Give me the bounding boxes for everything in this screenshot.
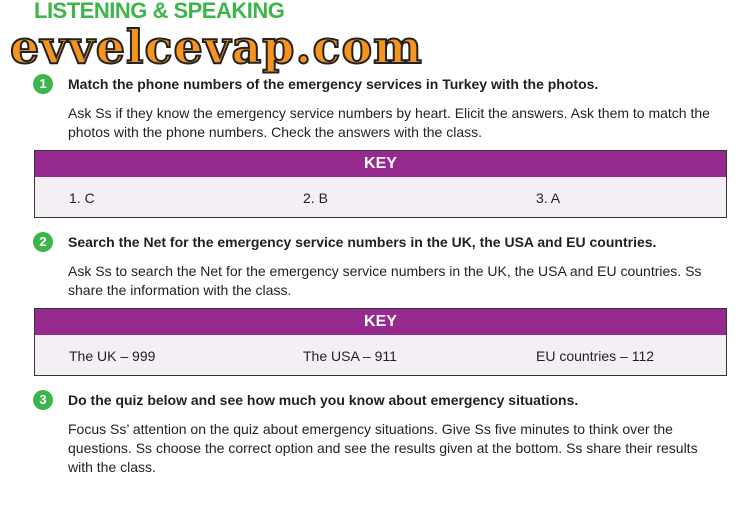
step-1-instruction: Ask Ss if they know the emergency service numbers by heart. Elicit the answers. Ask them to match the photos with the phone numbers. Check the answers with the class. (68, 105, 710, 140)
key-answer: The USA – 911 (303, 348, 397, 364)
key-answer: 3. A (536, 190, 561, 206)
answer-key-2 (34, 308, 727, 376)
step-2-instruction: Ask Ss to search the Net for the emergency service numbers in the UK, the USA and EU countries. Ss share the information with the class. (68, 263, 702, 298)
step-number-2: 2 (33, 232, 53, 252)
key-title: KEY (35, 151, 726, 177)
key-answer: 2. B (303, 190, 328, 206)
key-answer: The UK – 999 (69, 348, 156, 364)
step-2-question: Search the Net for the emergency service numbers in the UK, the USA and EU countries. (68, 234, 657, 250)
key-title: KEY (35, 309, 726, 335)
step-number-3: 3 (33, 390, 53, 410)
key-answer: EU countries – 112 (536, 348, 655, 364)
key-answer: 1. C (69, 190, 95, 206)
step-number-1: 1 (33, 74, 53, 94)
step-1-question: Match the phone numbers of the emergency services in Turkey with the photos. (68, 76, 599, 92)
step-3-instruction: Focus Ss’ attention on the quiz about emergency situations. Give Ss five minutes to think over the questions. Ss choose the correct option and see the results given at the bottom. Ss share their results with the class. (68, 421, 698, 475)
answer-key-1 (34, 150, 727, 218)
section-title: LISTENING & SPEAKING (34, 0, 285, 23)
watermark: evvelcevap.com (10, 20, 423, 74)
step-3-question: Do the quiz below and see how much you know about emergency situations. (68, 392, 579, 408)
